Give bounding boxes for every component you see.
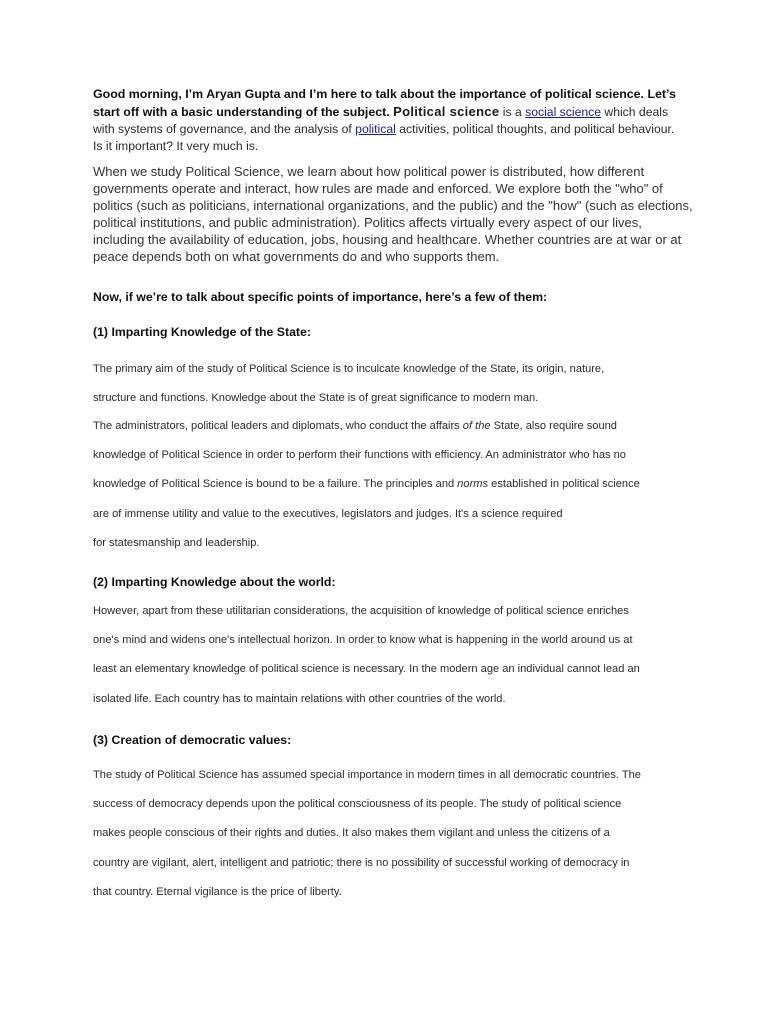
intro-text-b: which deals with systems of governance, and the analysis of xyxy=(93,105,669,136)
intro-paragraph xyxy=(93,86,683,155)
text-line: knowledge of Political Science in order to perform their functions with efficiency. An administrator who has no xyxy=(93,449,626,462)
italic-run: norms xyxy=(457,478,489,491)
text-run: The administrators, political leaders and diplomats, who conduct the affairs xyxy=(93,420,463,432)
section-1-paragraph-2 xyxy=(93,412,683,558)
text-line: least an elementary knowledge of political science is necessary. In the modern age an individual cannot lead an xyxy=(93,663,640,676)
text-line: The primary aim of the study of Political Science is to inculcate knowledge of the State, its origin, nature, xyxy=(93,363,605,375)
text-line: for statesmanship and leadership. xyxy=(93,536,260,549)
text-line: country are vigilant, alert, intelligent and patriotic; there is no possibility of successful working of democracy in xyxy=(93,856,630,869)
text-line: success of democracy depends upon the political consciousness of its people. The study of political science xyxy=(93,798,622,811)
study-paragraph: When we study Political Science, we learn about how political power is distributed, how different governments operate and interact, how rules are made and enforced. We explore both the "who" of politics (such as politicians, international organizations, and the public) and the "how" (such as elections, political institutions, and public administration). Politics affects virtually every aspect of our lives, including the availability of education, jobs, housing and healthcare. Whether countries are at war or at peace depends both on what governments do and who supports them. xyxy=(93,164,693,264)
section-3-paragraph xyxy=(93,761,683,907)
intro-text-a: is a xyxy=(499,105,526,119)
text-line: The study of Political Science has assumed special importance in modern times in all democratic countries. The xyxy=(93,769,641,781)
text-line xyxy=(93,470,683,499)
text-line: that country. Eternal vigilance is the price of liberty. xyxy=(93,885,342,898)
text-run: knowledge of Political Science is bound to be a failure. The principles and xyxy=(93,478,458,491)
intro-greeting: Good morning, I’m Aryan Gupta and I’m here to talk about the importance of political science. Let’s start off with a basic understanding of the subject. xyxy=(93,87,676,119)
section-2-paragraph xyxy=(93,597,683,714)
text-line: However, apart from these utilitarian considerations, the acquisition of knowledge of political science enriches xyxy=(93,605,629,617)
section-2-heading: (2) Imparting Knowledge about the world: xyxy=(93,575,336,589)
intro-text-c: activities, political thoughts, and political behaviour. Is it important? It very much is. xyxy=(93,122,675,153)
text-line: are of immense utility and value to the executives, legislators and judges. It's a science required xyxy=(93,507,563,520)
text-line: one's mind and widens one's intellectual horizon. In order to know what is happening in the world around us at xyxy=(93,634,633,647)
section-3-heading: (3) Creation of democratic values: xyxy=(93,733,292,747)
text-run: established in political science xyxy=(488,478,640,491)
social-science-link[interactable]: social science xyxy=(525,105,601,119)
text-line: structure and functions. Knowledge about the State is of great significance to modern man. xyxy=(93,392,539,405)
text-run: State, also require sound xyxy=(490,420,617,432)
political-link[interactable]: political xyxy=(355,122,396,136)
section-1-heading: (1) Imparting Knowledge of the State: xyxy=(93,325,311,339)
political-science-term: Political science xyxy=(393,104,500,119)
text-line xyxy=(93,412,683,441)
text-line: makes people conscious of their rights and duties. It also makes them vigilant and unless the citizens of a xyxy=(93,827,610,840)
points-intro: Now, if we’re to talk about specific points of importance, here’s a few of them: xyxy=(93,290,548,304)
text-line: isolated life. Each country has to maintain relations with other countries of the world. xyxy=(93,692,506,705)
italic-run: of the xyxy=(462,420,491,432)
section-1-paragraph-1 xyxy=(93,355,683,413)
